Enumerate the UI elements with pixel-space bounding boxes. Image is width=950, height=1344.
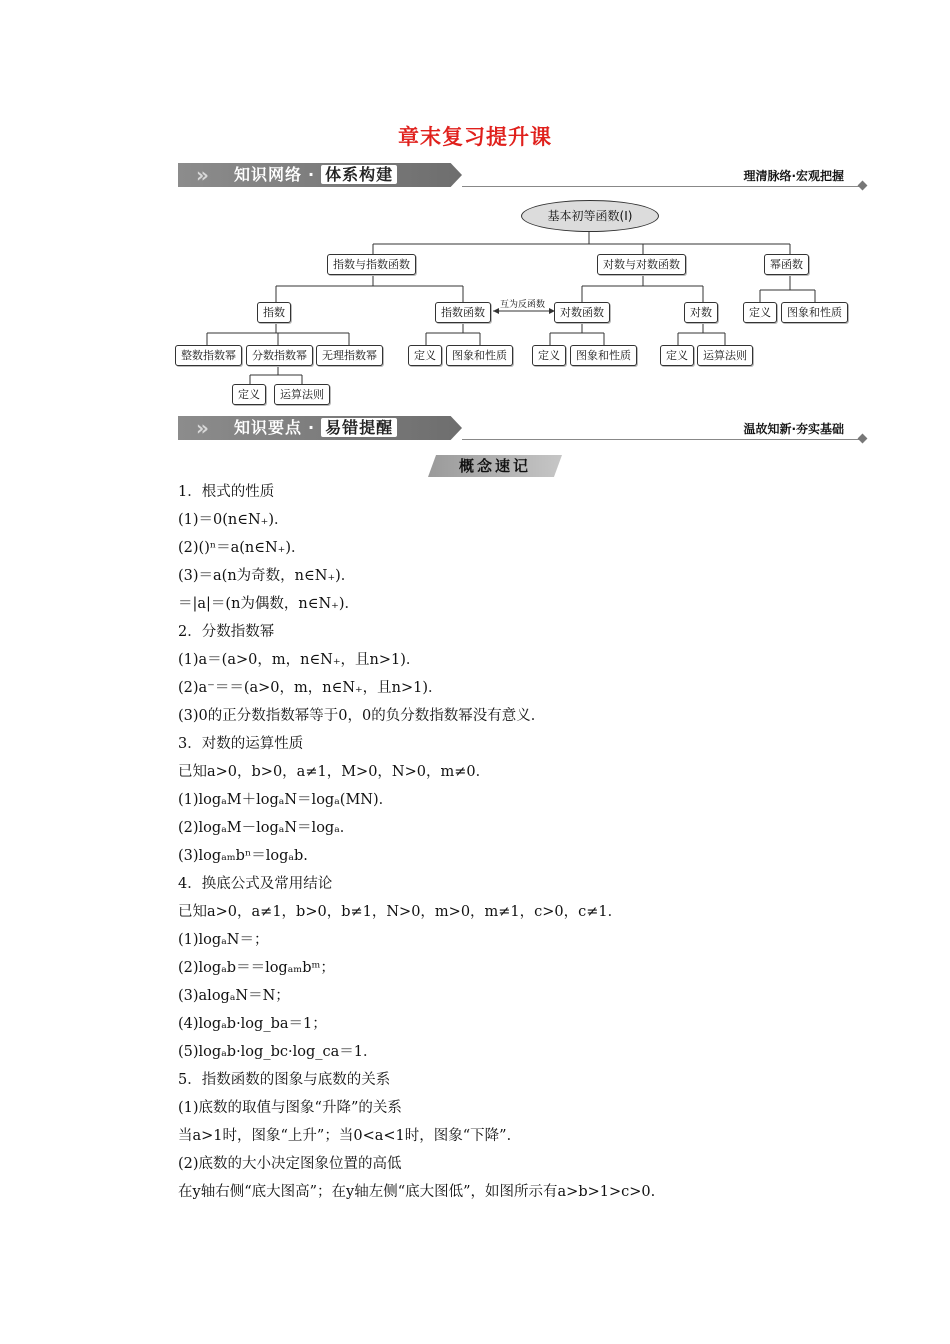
node-exp-func: 指数函数	[435, 302, 491, 323]
node-irrational-exp: 无理指数幂	[316, 345, 383, 366]
line: (2)()ⁿ＝a(n∈N₊)．	[178, 540, 306, 556]
banner-title: 知识要点 · 易错提醒	[234, 416, 397, 440]
node-exp-func-def: 定义	[408, 345, 442, 366]
line: 已知a>0，a≠1，b>0，b≠1，N>0，m>0，m≠1，c>0，c≠1．	[178, 904, 623, 920]
line: (1)a＝(a>0，m，n∈N₊，且n>1)．	[178, 652, 421, 668]
line: (1)＝0(n∈N₊)．	[178, 512, 289, 528]
node-integer-exp: 整数指数幂	[175, 345, 242, 366]
double-chevron-icon: »	[196, 416, 209, 440]
line: (3)logₐₘbⁿ＝logₐb.	[178, 848, 308, 864]
root-node: 基本初等函数(Ⅰ)	[521, 200, 659, 232]
line: ＝|a|＝(n为偶数，n∈N₊)．	[178, 596, 359, 612]
node-log: 对数	[684, 302, 718, 323]
line: (1)底数的取值与图象“升降”的关系	[178, 1100, 402, 1116]
line: (5)logₐb·log_bc·log_ca＝1．	[178, 1044, 378, 1060]
line: (2)底数的大小决定图象位置的高低	[178, 1156, 402, 1172]
line: (3)＝a(n为奇数，n∈N₊)．	[178, 568, 356, 584]
node-fraction-exp: 分数指数幂	[246, 345, 313, 366]
section-banner-keypoints	[178, 414, 868, 442]
node-log-func-def: 定义	[532, 345, 566, 366]
line: (3)0的正分数指数幂等于0，0的负分数指数幂没有意义．	[178, 708, 546, 724]
line: (4)logₐb·log_ba＝1；	[178, 1016, 327, 1032]
node-power-def: 定义	[743, 302, 777, 323]
line-heading-4: 4．换底公式及常用结论	[178, 876, 333, 892]
line-heading-1: 1．根式的性质	[178, 484, 275, 500]
concept-content	[178, 478, 878, 1206]
node-exp-func-graph: 图象和性质	[446, 345, 513, 366]
node-exponent: 指数	[257, 302, 291, 323]
node-frac-def: 定义	[232, 384, 266, 405]
banner-subtitle: 理清脉络·宏观把握	[743, 169, 844, 183]
node-log-rules: 运算法则	[697, 345, 753, 366]
line-heading-2: 2．分数指数幂	[178, 624, 275, 640]
node-power-graph: 图象和性质	[781, 302, 848, 323]
node-power-func: 幂函数	[764, 254, 809, 275]
node-log-def: 定义	[660, 345, 694, 366]
line-heading-5: 5．指数函数的图象与底数的关系	[178, 1072, 391, 1088]
line: (1)logₐM＋logₐN＝logₐ(MN)．	[178, 792, 394, 808]
banner-title: 知识网络 · 体系构建	[234, 163, 397, 187]
page-title: 章末复习提升课	[398, 124, 552, 149]
line: (3)alogₐN＝N；	[178, 988, 290, 1004]
node-log-and-log-func: 对数与对数函数	[597, 254, 686, 275]
banner-subtitle: 温故知新·夯实基础	[743, 422, 844, 436]
node-frac-rules: 运算法则	[274, 384, 330, 405]
line: 当a>1时，图象“上升”；当0<a<1时，图象“下降”．	[178, 1128, 522, 1144]
line: (2)logₐb＝＝logₐₘbᵐ；	[178, 960, 335, 976]
double-chevron-icon: »	[196, 163, 209, 187]
inverse-label: 互为反函数	[500, 300, 546, 310]
banner-rule	[462, 439, 860, 440]
node-log-func-graph: 图象和性质	[570, 345, 637, 366]
line: (2)a⁻＝＝(a>0，m，n∈N₊，且n>1)．	[178, 680, 443, 696]
node-log-func: 对数函数	[554, 302, 610, 323]
line: (2)logₐM－logₐN＝logₐ．	[178, 820, 355, 836]
line: 在y轴右侧“底大图高”；在y轴左侧“底大图低”，如图所示有a>b>1>c>0.	[178, 1184, 656, 1200]
line-heading-3: 3．对数的运算性质	[178, 736, 304, 752]
line: (1)logₐN＝；	[178, 932, 269, 948]
node-exp-and-exp-func: 指数与指数函数	[327, 254, 416, 275]
diamond-icon	[858, 434, 868, 444]
line: 已知a>0，b>0，a≠1，M>0，N>0，m≠0．	[178, 764, 491, 780]
concept-tag: 概念速记	[458, 457, 531, 475]
